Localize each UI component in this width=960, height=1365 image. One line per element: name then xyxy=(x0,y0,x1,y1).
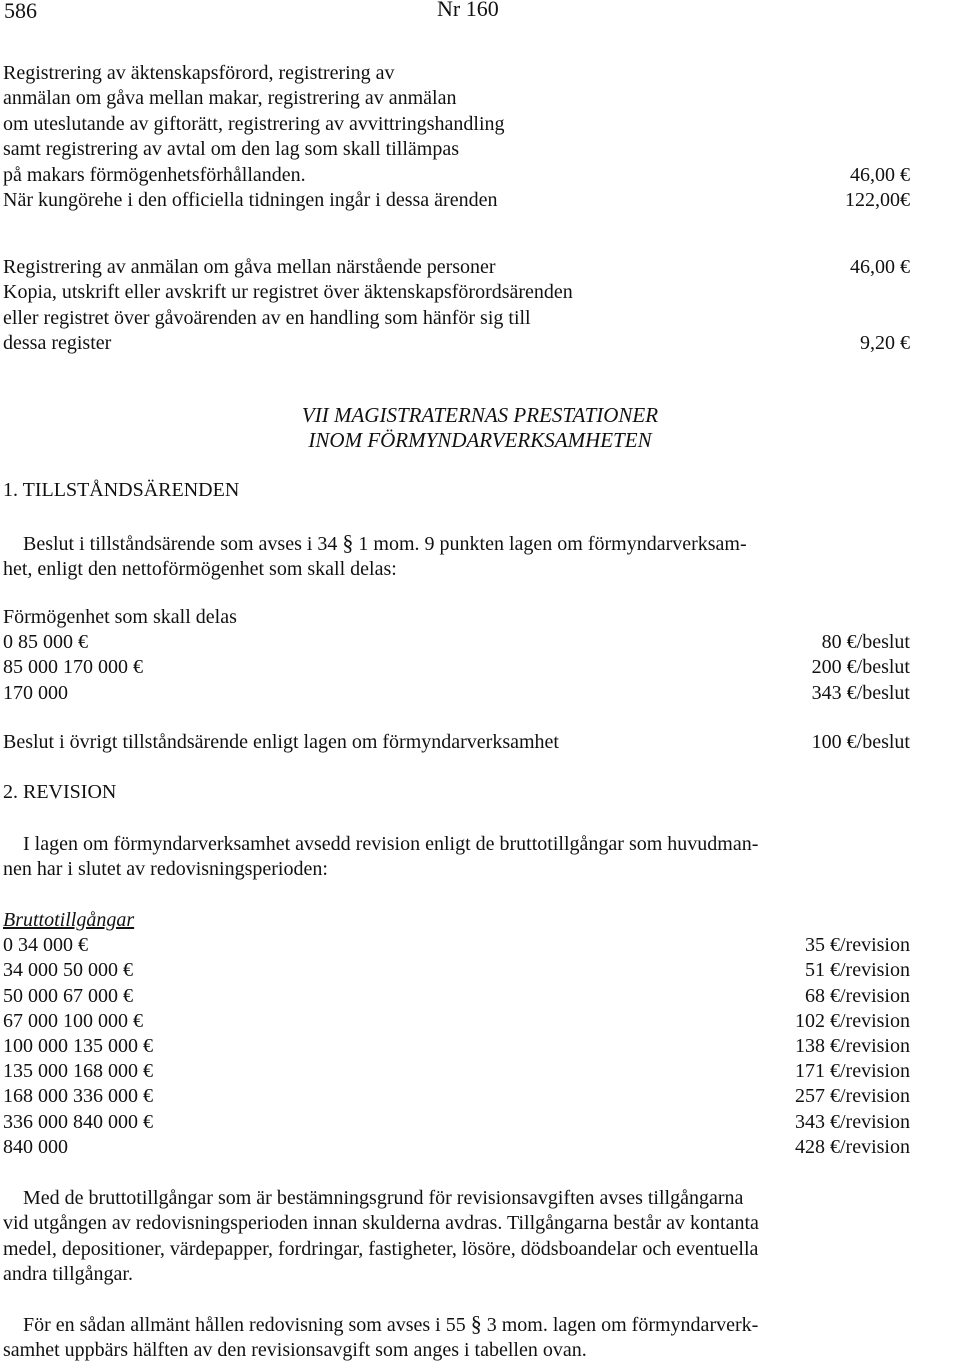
issue-number: Nr 160 xyxy=(437,0,499,21)
range-cell: 85 000 170 000 € xyxy=(3,656,143,679)
table-row xyxy=(3,1059,910,1084)
fee-block-marriage-registration xyxy=(3,61,910,213)
fee-amount: 100 €/beslut xyxy=(811,731,910,753)
range-cell: 34 000 50 000 € xyxy=(3,959,133,982)
text-fragment: I lagen om förmyndarverksamhet avsedd revision enligt de bruttotillgångar som huvudman- xyxy=(23,833,759,855)
text-line: Registrering av äktenskapsförord, registrering av xyxy=(3,62,395,84)
fee-block-gift-registration xyxy=(3,255,910,357)
fee-row xyxy=(3,163,910,188)
page-number: 586 xyxy=(4,0,37,23)
other-decision-row xyxy=(3,731,910,754)
fee-cell: 343 €/beslut xyxy=(811,681,910,704)
text-fragment: För en sådan allmänt hållen redovisning som avses i 55 xyxy=(23,1314,466,1336)
fee-cell: 428 €/revision xyxy=(795,1135,910,1158)
text-line: andra tillgångar. xyxy=(3,1263,133,1286)
fee-row xyxy=(3,331,910,356)
fee-description: När kungörehe i den officiella tidningen ingår i dessa ärenden xyxy=(3,189,498,212)
table-row xyxy=(3,655,910,680)
table-row xyxy=(3,1135,910,1160)
table-row xyxy=(3,681,910,706)
text-line xyxy=(3,530,960,557)
text-line: samhet uppbärs hälften av den revisionsavgift som anges i tabellen ovan. xyxy=(3,1339,587,1362)
text-line: het, enligt den nettoförmögenhet som skall delas: xyxy=(3,558,397,581)
fee-cell: 102 €/revision xyxy=(795,1009,910,1032)
paragraph-permit-decision xyxy=(3,530,960,583)
subheading-revision: 2. REVISION xyxy=(3,781,117,803)
table-header-row xyxy=(3,908,910,933)
text-fragment: 3 mom. lagen om förmyndarverk- xyxy=(486,1314,759,1336)
table-row xyxy=(3,933,910,958)
range-cell: 67 000 100 000 € xyxy=(3,1009,143,1032)
text-fragment: Med de bruttotillgångar som är bestämningsgrund för revisionsavgiften avses tillgångarna xyxy=(23,1187,744,1209)
text-fragment: Beslut i tillståndsärende som avses i 34 xyxy=(23,533,338,555)
range-cell: 0 34 000 € xyxy=(3,934,88,957)
paragraph-gross-assets-definition xyxy=(3,1186,960,1288)
range-cell: 336 000 840 000 € xyxy=(3,1110,153,1133)
fee-amount: 46,00 € xyxy=(850,163,910,186)
text-line: Kopia, utskrift eller avskrift ur registret över äktenskapsförordsärenden xyxy=(3,281,573,304)
paragraph-simplified-accounting xyxy=(3,1311,960,1364)
section-sign: § xyxy=(470,1311,482,1336)
table-row xyxy=(3,958,910,983)
text-fragment: 1 mom. 9 punkten lagen om förmyndarverksam- xyxy=(358,533,747,555)
table-row xyxy=(3,1009,910,1034)
fee-row xyxy=(3,188,910,213)
range-cell: 168 000 336 000 € xyxy=(3,1085,153,1108)
fee-cell: 35 €/revision xyxy=(805,934,910,957)
table-header: Förmögenhet som skall delas xyxy=(3,606,237,628)
text-line: medel, depositioner, värdepapper, fordringar, fastigheter, lösöre, dödsboandelar och eventuella xyxy=(3,1237,759,1260)
text-line: eller registret över gåvoärenden av en handling som hänför sig till xyxy=(3,306,531,329)
fee-cell: 257 €/revision xyxy=(795,1085,910,1108)
paragraph-revision xyxy=(3,832,960,883)
fee-amount: 9,20 € xyxy=(860,332,910,355)
range-cell: 170 000 xyxy=(3,681,68,704)
fee-cell: 200 €/beslut xyxy=(811,656,910,679)
fee-cell: 80 €/beslut xyxy=(821,631,910,654)
page-header xyxy=(0,0,960,30)
fee-cell: 171 €/revision xyxy=(795,1060,910,1083)
table-row xyxy=(3,1034,910,1059)
fee-row xyxy=(3,255,910,280)
text-line xyxy=(3,1186,960,1211)
range-cell: 0 85 000 € xyxy=(3,631,88,654)
fee-cell: 138 €/revision xyxy=(795,1034,910,1057)
text-line xyxy=(3,832,960,857)
table-row xyxy=(3,1110,910,1135)
section-title: INOM FÖRMYNDARVERKSAMHETEN xyxy=(308,428,652,452)
fee-description: Beslut i övrigt tillståndsärende enligt lagen om förmyndarverksamhet xyxy=(3,731,559,753)
fee-cell: 343 €/revision xyxy=(795,1110,910,1133)
table-row xyxy=(3,1084,910,1109)
fee-amount: 122,00€ xyxy=(845,189,910,212)
fee-cell: 68 €/revision xyxy=(805,984,910,1007)
text-line: anmälan om gåva mellan makar, registrering av anmälan xyxy=(3,87,457,110)
range-cell: 840 000 xyxy=(3,1135,68,1158)
subheading-permit-matters: 1. TILLSTÅNDSÄRENDEN xyxy=(3,479,240,501)
text-line: vid utgången av redovisningsperioden innan skulderna avdras. Tillgångarna består av kontanta xyxy=(3,1212,759,1235)
text-line: om uteslutande av giftorätt, registrering av avvittringshandling xyxy=(3,112,505,135)
range-cell: 50 000 67 000 € xyxy=(3,984,133,1007)
fee-description: Registrering av anmälan om gåva mellan närstående personer xyxy=(3,256,496,278)
range-cell: 135 000 168 000 € xyxy=(3,1060,153,1083)
table-row xyxy=(3,630,910,655)
range-cell: 100 000 135 000 € xyxy=(3,1034,153,1057)
fee-description: dessa register xyxy=(3,332,112,355)
fee-table-gross-assets xyxy=(3,908,910,1160)
text-line: samt registrering av avtal om den lag som skall tillämpas xyxy=(3,138,460,161)
text-line xyxy=(3,1311,960,1338)
text-line: nen har i slutet av redovisningsperioden: xyxy=(3,858,328,881)
section-title: VII MAGISTRATERNAS PRESTATIONER xyxy=(301,403,659,427)
fee-amount: 46,00 € xyxy=(850,256,910,278)
fee-cell: 51 €/revision xyxy=(805,959,910,982)
section-sign: § xyxy=(342,530,354,555)
table-row xyxy=(3,984,910,1009)
fee-table-assets xyxy=(3,605,910,706)
fee-description: på makars förmögenhetsförhållanden. xyxy=(3,163,306,186)
table-header: Bruttotillgångar xyxy=(3,909,135,931)
